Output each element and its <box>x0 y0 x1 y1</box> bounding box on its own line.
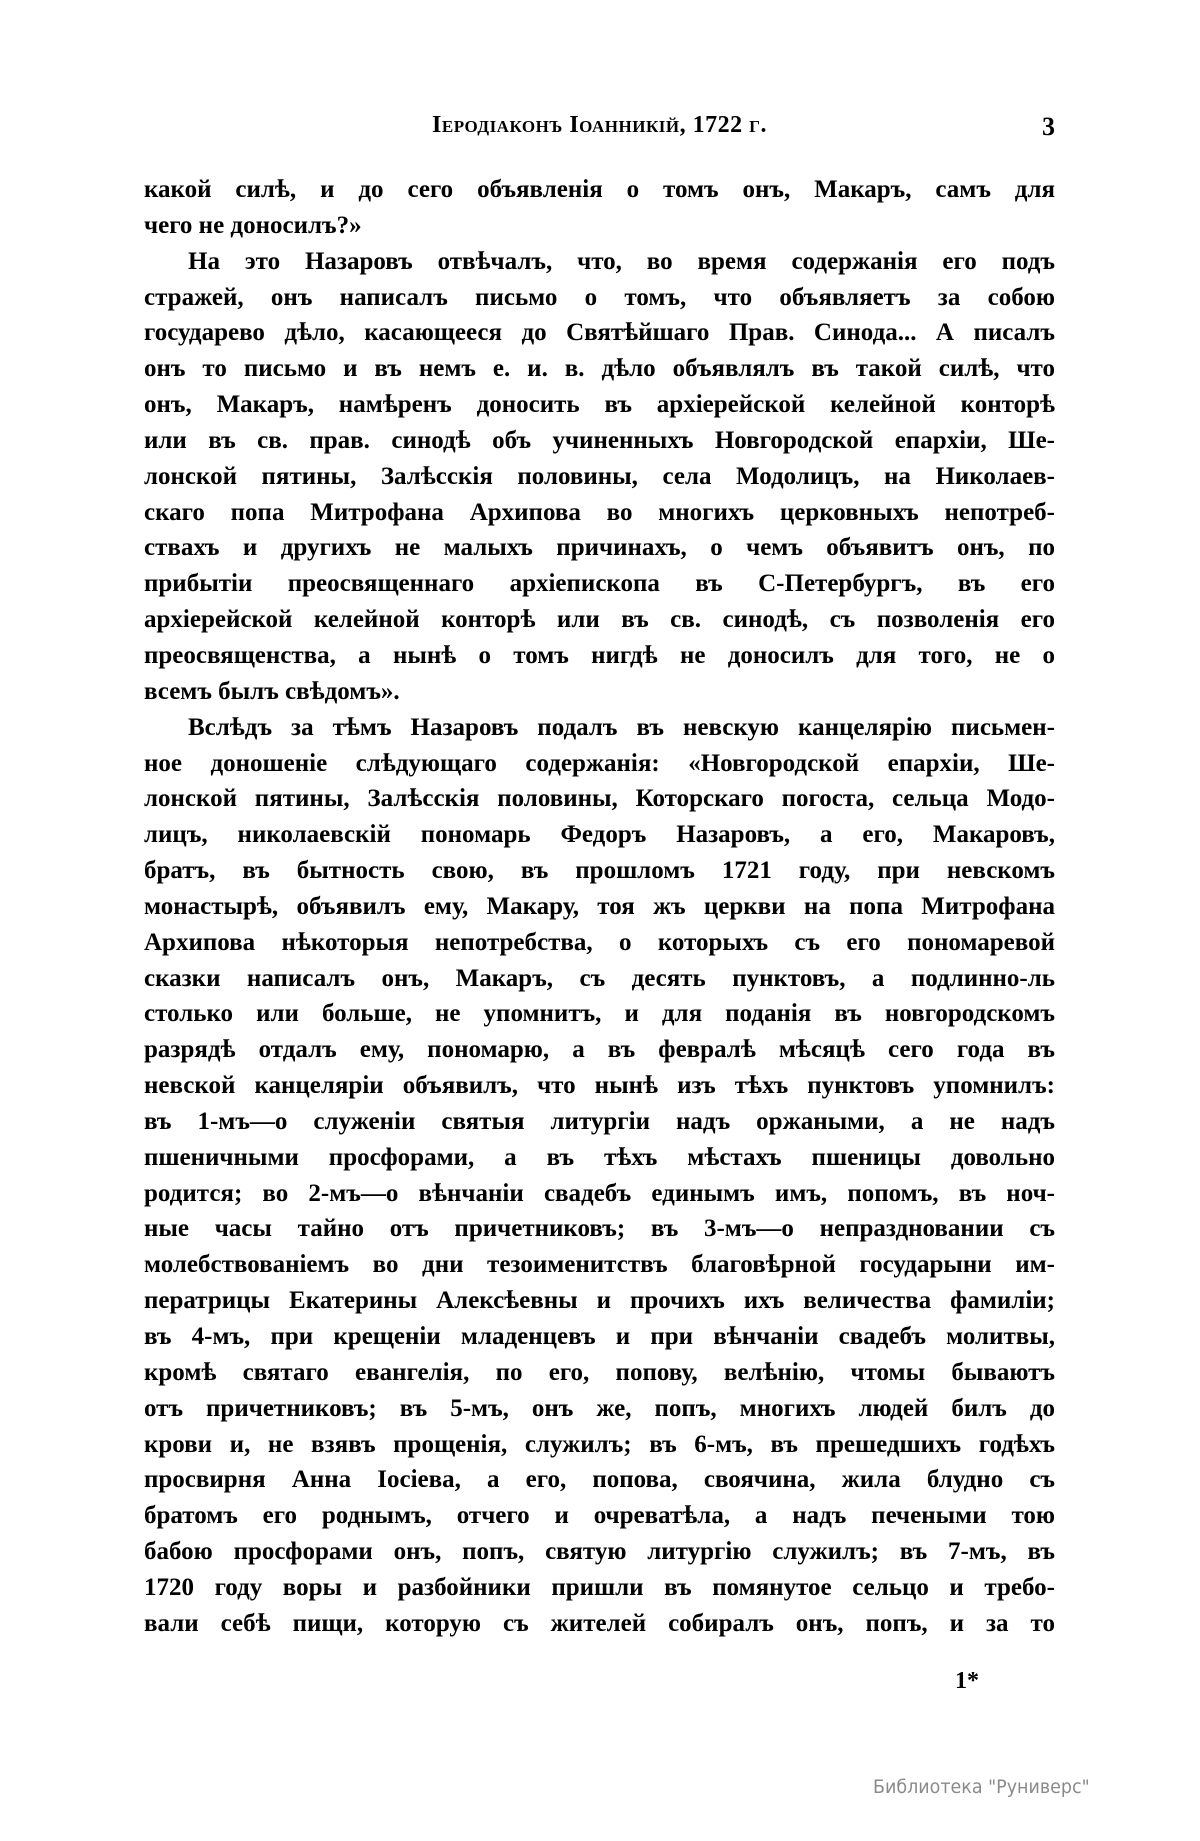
text-line: стражей, онъ написалъ письмо о томъ, что объявляетъ за собою <box>144 283 1055 311</box>
running-title: Іеродіаконъ Іоанникій, 1722 г. <box>432 112 767 138</box>
text-line: лонской пятины, Залѣсскія половины, села Модолицъ, на Николаев- <box>144 462 1055 490</box>
text-line: лонской пятины, Залѣсскія половины, Которскаго погоста, сельца Модо- <box>144 785 1055 813</box>
text-line: или въ св. прав. синодѣ объ учиненныхъ Новгородской епархіи, Ше- <box>144 426 1055 454</box>
text-line: ператрицы Екатерины Алексѣевны и прочихъ ихъ величества фамиліи; <box>144 1287 1055 1315</box>
text-line: братомъ его роднымъ, отчего и очреватѣла, а надъ печеными тою <box>144 1502 1055 1530</box>
text-line: преосвященства, а нынѣ о томъ нигдѣ не доносилъ для того, не о <box>144 641 1055 669</box>
text-line: отъ причетниковъ; въ 5-мъ, онъ же, попъ, многихъ людей билъ до <box>144 1394 1055 1422</box>
text-line: монастырѣ, объявилъ ему, Макару, тоя жъ церкви на попа Митрофана <box>144 892 1055 920</box>
text-line: кромѣ святаго евангелія, по его, попову, велѣнію, чтомы бываютъ <box>144 1358 1055 1386</box>
text-line: просвирня Анна Іосіева, а его, попова, своячина, жила блудно съ <box>144 1466 1055 1494</box>
text-line: ствахъ и другихъ не малыхъ причинахъ, о чемъ объявитъ онъ, по <box>144 534 1055 562</box>
text-line: крови и, не взявъ прощенія, служилъ; въ 6-мъ, въ прешедшихъ годѣхъ <box>144 1430 1055 1458</box>
text-line: ные часы тайно отъ причетниковъ; въ 3-мъ—о непраздновании съ <box>144 1215 1055 1243</box>
text-line: братъ, въ бытность свою, въ прошломъ 1721 году, при невскомъ <box>144 857 1055 885</box>
text-line: архіерейской келейной конторѣ или въ св. синодѣ, съ позволенія его <box>144 606 1055 634</box>
body-text <box>144 172 1055 1642</box>
text-line: 1720 году воры и разбойники пришли въ помянутое сельцо и требо- <box>144 1573 1055 1601</box>
signature-mark: 1* <box>955 1668 979 1694</box>
text-line: въ 4-мъ, при крещеніи младенцевъ и при вѣнчаніи свадебъ молитвы, <box>144 1323 1055 1350</box>
text-line: государево дѣло, касающееся до Святѣйшаго Прав. Синода... А писалъ <box>144 319 1055 347</box>
page-header <box>144 112 1055 148</box>
text-line: Вслѣдъ за тѣмъ Назаровъ подалъ въ невскую канцелярію письмен- <box>188 713 1055 741</box>
text-line: невской канцеляріи объявилъ, что нынѣ изъ тѣхъ пунктовъ упомнилъ: <box>144 1072 1055 1100</box>
text-line: какой силѣ, и до сего объявленія о томъ онъ, Макаръ, самъ для <box>144 176 1055 203</box>
page-number: 3 <box>1042 112 1055 141</box>
text-line: разрядѣ отдалъ ему, пономарю, а въ февралѣ мѣсяцѣ сего года въ <box>144 1036 1055 1064</box>
text-line: всемъ былъ свѣдомъ». <box>144 677 400 705</box>
text-line: чего не доносилъ?» <box>144 211 362 239</box>
text-line: сказки написалъ онъ, Макаръ, съ десять пунктовъ, а подлинно-ль <box>144 964 1055 992</box>
text-line: вали себѣ пищи, которую съ жителей собиралъ онъ, попъ, и за то <box>144 1609 1055 1637</box>
text-line: пшеничными просфорами, а въ тѣхъ мѣстахъ пшеницы довольно <box>144 1143 1055 1171</box>
text-line: бабою просфорами онъ, попъ, святую литургію служилъ; въ 7-мъ, въ <box>144 1538 1055 1566</box>
text-line: Архипова нѣкоторыя непотребства, о которыхъ съ его пономаревой <box>144 928 1055 956</box>
text-line: онъ то письмо и въ немъ е. и. в. дѣло объявлялъ въ такой силѣ, что <box>144 355 1055 383</box>
text-line: столько или больше, не упомнитъ, и для поданія въ новгородскомъ <box>144 1000 1055 1028</box>
text-line: ное доношеніе слѣдующаго содержанія: «Новгородской епархіи, Ше- <box>144 749 1055 777</box>
text-line: молебствованіемъ во дни тезоименитствъ благовѣрной государыни им- <box>144 1251 1055 1279</box>
text-line: лицъ, николаевскій пономарь Федоръ Назаровъ, а его, Макаровъ, <box>144 821 1055 849</box>
text-line: На это Назаровъ отвѣчалъ, что, во время содержанія его подъ <box>188 247 1055 275</box>
library-watermark: Библиотека "Руниверс" <box>873 1776 1090 1798</box>
text-line: прибытіи преосвященнаго архіепископа въ С-Петербургъ, въ его <box>144 570 1055 598</box>
text-line: скаго попа Митрофана Архипова во многихъ церковныхъ непотреб- <box>144 498 1055 526</box>
text-line: родится; во 2-мъ—о вѣнчаніи свадебъ единымъ имъ, попомъ, въ ноч- <box>144 1179 1055 1207</box>
text-line: онъ, Макаръ, намѣренъ доносить въ архіерейской келейной конторѣ <box>144 391 1055 419</box>
text-line: въ 1-мъ—о служеніи святыя литургіи надъ оржаными, а не надъ <box>144 1107 1055 1135</box>
